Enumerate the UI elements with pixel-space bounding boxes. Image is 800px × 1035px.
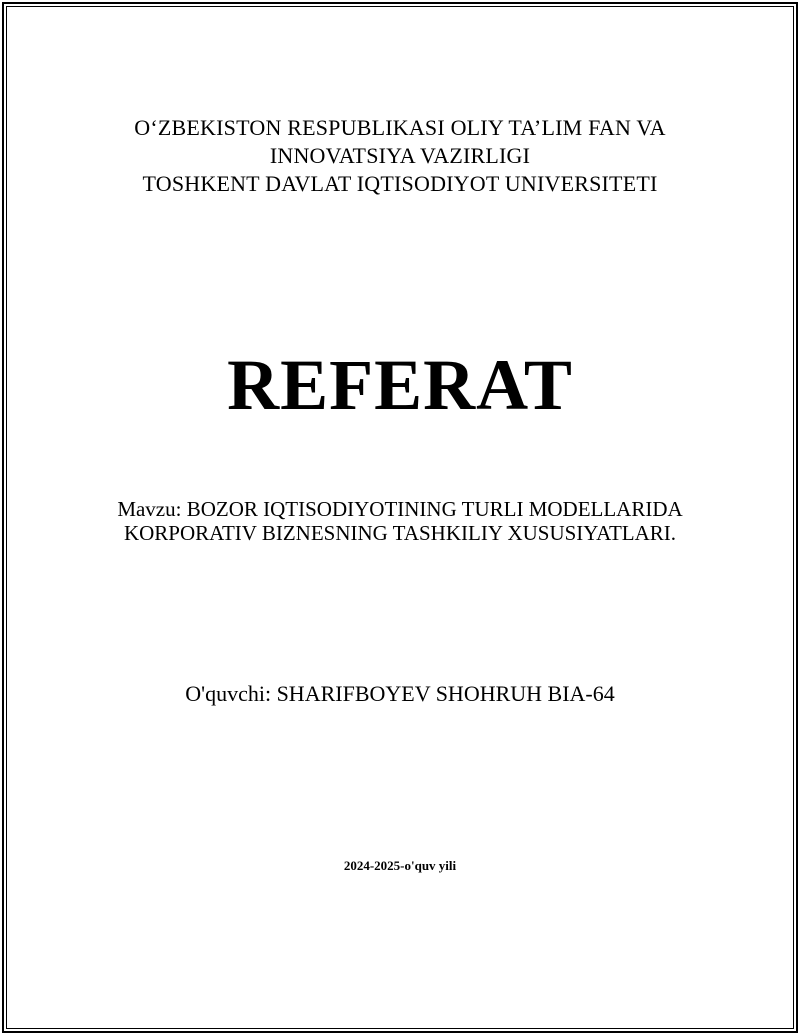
topic-line-1: Mavzu: BOZOR IQTISODIYOTINING TURLI MODELLARIDA <box>117 497 683 521</box>
ministry-header-line-1: O‘ZBEKISTON RESPUBLIKASI OLIY TA’LIM FAN VA <box>134 115 666 140</box>
ministry-header-line-2: INNOVATSIYA VAZIRLIGI <box>269 143 531 168</box>
topic-line-2: KORPORATIV BIZNESNING TASHKILIY XUSUSIYATLARI. <box>123 521 677 545</box>
document-title: REFERAT <box>227 345 573 425</box>
ministry-university-header <box>0 114 800 198</box>
university-header-line: TOSHKENT DAVLAT IQTISODIYOT UNIVERSITETI <box>142 171 658 196</box>
student-name-line: O'quvchi: SHARIFBOYEV SHOHRUH BIA-64 <box>185 681 615 706</box>
academic-year-line: 2024-2025-o'quv yili <box>343 858 457 873</box>
topic-statement <box>0 497 800 545</box>
